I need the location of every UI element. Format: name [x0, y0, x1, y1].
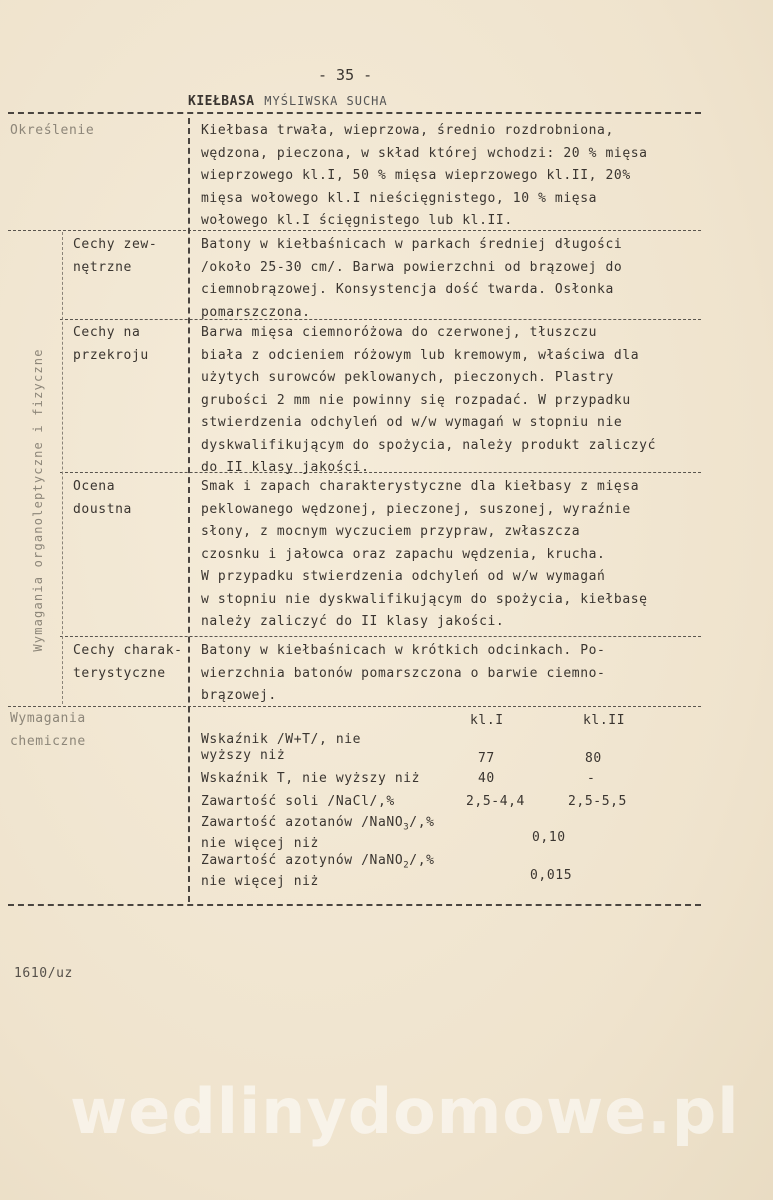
chem-value-class-1: 2,5-4,4 — [466, 794, 525, 809]
document-title — [188, 90, 388, 109]
chem-value-class-2: 2,5-5,5 — [568, 794, 627, 809]
text-line: biała z odcieniem różowym lub kremowym, właściwa dla — [201, 347, 640, 363]
chem-item-wt-index — [201, 732, 361, 764]
chem-value-both-classes: 0,10 — [532, 830, 566, 845]
definition-line: wieprzowego kl.I, 50 % mięsa wieprzowego kl.II, 20% — [201, 168, 631, 183]
chem-value-class-1: 40 — [478, 771, 495, 786]
definition-line: Kiełbasa trwała, wieprzowa, średnio rozdrobniona, — [201, 123, 614, 138]
watermark-text: wedlinydomowe.pl — [70, 1075, 740, 1148]
text-line: Batony w kiełbaśnicach w krótkich odcinkach. Po- — [201, 643, 606, 658]
text-line: dyskwalifikującym do spożycia, należy produkt zaliczyć — [201, 437, 657, 453]
chem-item-subscript: 3 — [403, 822, 410, 833]
definition-line: mięsa wołowego kl.I nieścięgnistego, 10 % mięsa — [201, 190, 598, 206]
text-line: ciemnobrązowej. Konsystencja dość twarda. Osłonka — [201, 282, 614, 297]
chem-item-name: nie więcej niż — [201, 835, 319, 851]
definition-line: wołowego kl.I ścięgnistego lub kl.II. — [201, 213, 513, 228]
label-line: terystyczne — [73, 665, 166, 681]
text-line: Barwa mięsa ciemnoróżowa do czerwonej, tłuszczu — [201, 325, 598, 340]
chem-item-name: wyższy niż — [201, 748, 286, 763]
text-line: w stopniu nie dyskwalifikującym do spożycia, kiełbasę — [201, 591, 648, 607]
text-line: słony, z mocnym wyczuciem przypraw, zwłaszcza — [201, 524, 581, 539]
chem-value-class-2: - — [587, 771, 596, 786]
text-line: /około 25-30 cm/. Barwa powierzchni od brązowej do — [201, 259, 623, 275]
label-line: Ocena — [73, 479, 116, 494]
text-line: Batony w kiełbaśnicach w parkach średniej długości — [201, 237, 623, 252]
chem-item-name: /,% — [409, 815, 435, 830]
text-line: do II klasy jakości. — [201, 460, 370, 475]
chem-value-class-2: 80 — [585, 751, 602, 766]
text-line: stwierdzenia odchyleń od w/w wymagań w stopniu nie — [201, 415, 623, 430]
characteristic-label — [73, 640, 183, 685]
label-line: Wymagania — [10, 711, 86, 726]
definition-line: wędzona, pieczona, w skład której wchodzi: 20 % mięsa — [201, 145, 648, 161]
label-line: Cechy zew- — [73, 237, 158, 252]
text-line: peklowanego wędzonej, pieczonej, suszonej, wyraźnie — [201, 501, 631, 517]
chem-item-nitrates — [201, 815, 435, 852]
column-header-class-1: kl.I — [470, 713, 504, 728]
chem-item-name: Wskaźnik /W+T/, nie — [201, 732, 362, 747]
column-header-class-2: kl.II — [583, 713, 626, 728]
cross-section-label — [73, 322, 149, 367]
text-line: W przypadku stwierdzenia odchyleń od w/w wymagań — [201, 569, 606, 584]
taste-text — [201, 476, 648, 634]
table-bottom-rule — [8, 904, 701, 906]
definition-label: Określenie — [10, 123, 95, 138]
chemical-label — [10, 708, 86, 753]
title-rest: MYŚLIWSKA SUCHA — [264, 94, 388, 108]
chem-item-name: /,% — [409, 853, 435, 868]
cross-section-text — [201, 322, 656, 480]
chem-item-name: Zawartość azotynów /NaNO — [201, 853, 404, 868]
text-line: brązowej. — [201, 688, 277, 703]
column-divider-main — [188, 118, 190, 902]
chem-item-name: nie więcej niż — [201, 873, 319, 889]
title-bold: KIEŁBASA — [188, 94, 255, 109]
chem-item-name: Zawartość azotanów /NaNO — [201, 815, 404, 830]
label-line: Cechy charak- — [73, 643, 183, 658]
text-line: grubości 2 mm nie powinny się rozpadać. W przypadku — [201, 392, 631, 408]
chem-item-nitrites — [201, 853, 435, 890]
external-features-label — [73, 234, 157, 279]
text-line: wierzchnia batonów pomarszczona o barwie ciemno- — [201, 665, 606, 681]
taste-label — [73, 476, 132, 521]
chem-value-class-1: 77 — [478, 751, 495, 766]
external-features-text — [201, 234, 622, 324]
text-line: użytych surowców peklowanych, pieczonych. Plastry — [201, 370, 614, 385]
label-line: doustna — [73, 501, 132, 517]
table-top-rule — [8, 112, 701, 114]
definition-text — [201, 120, 648, 233]
chem-item-salt: Zawartość soli /NaCl/,% — [201, 794, 395, 809]
page-number: - 35 - — [318, 66, 373, 84]
chem-item-t-index: Wskaźnik T, nie wyższy niż — [201, 771, 421, 786]
chem-value-both-classes: 0,015 — [530, 868, 573, 883]
label-line: przekroju — [73, 347, 149, 363]
label-line: chemiczne — [10, 733, 86, 749]
column-divider-sub — [62, 232, 63, 704]
rule-after-taste — [60, 636, 701, 637]
footer-code: 1610/uz — [14, 966, 73, 981]
text-line: należy zaliczyć do II klasy jakości. — [201, 614, 505, 629]
text-line: czosnku i jałowca oraz zapachu wędzenia, krucha. — [201, 546, 606, 562]
label-line: Cechy na — [73, 325, 141, 340]
label-line: nętrzne — [73, 259, 132, 275]
characteristic-text — [201, 640, 605, 708]
chem-item-subscript: 2 — [403, 860, 410, 871]
text-line: Smak i zapach charakterystyczne dla kiełbasy z mięsa — [201, 479, 640, 494]
text-line: pomarszczona. — [201, 304, 311, 320]
side-label-vertical: Wymagania organoleptyczne i fizyczne — [31, 348, 45, 652]
